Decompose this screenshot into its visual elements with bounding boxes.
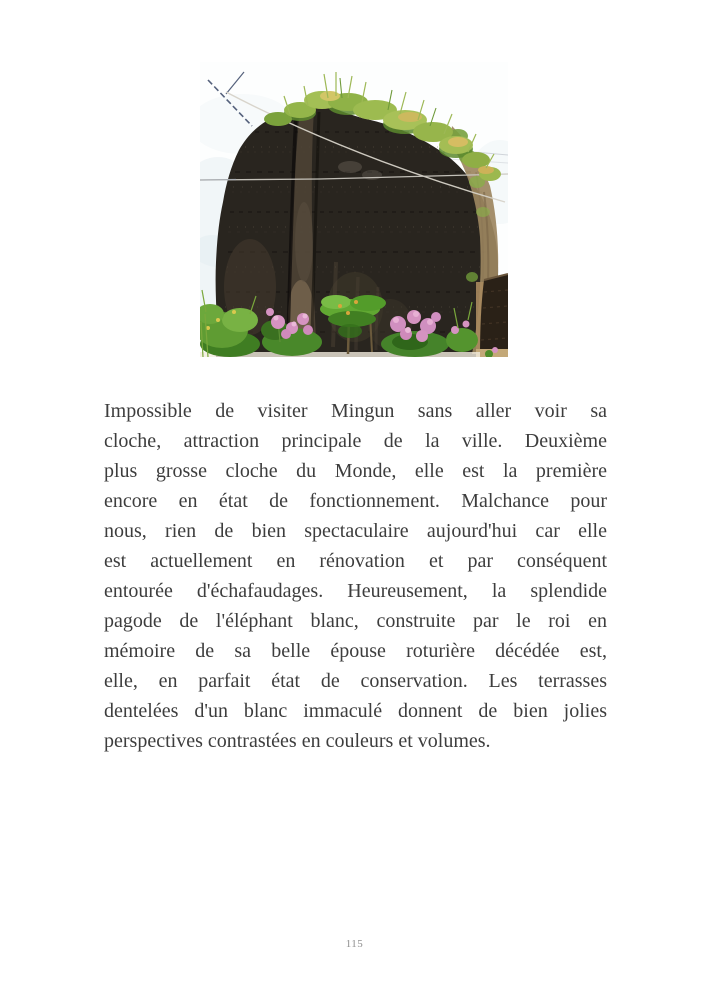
paragraph-line: est actuellement en rénovation et par conséquent [104, 550, 607, 572]
corner-rock [476, 274, 508, 357]
paragraph-line: perspectives contrastées en couleurs et volumes. [104, 730, 491, 752]
paragraph-line: pagode de l'éléphant blanc, construite par le roi en [104, 610, 607, 632]
paragraph-line: plus grosse cloche du Monde, elle est la première [104, 460, 607, 482]
page-number: 115 [345, 938, 364, 950]
mingun-ruin-photo [200, 62, 508, 357]
paragraph-line: dentelées d'un blanc immaculé donnent de bien jolies [104, 700, 607, 722]
paragraph-line: entourée d'échafaudages. Heureusement, la splendide [104, 580, 607, 602]
paragraph-line: Impossible de visiter Mingun sans aller voir sa [104, 400, 607, 422]
paragraph-line: nous, rien de bien spectaculaire aujourd'hui car elle [104, 520, 607, 542]
paragraph-line: cloche, attraction principale de la ville. Deuxième [104, 430, 607, 452]
paragraph-line: elle, en parfait état de conservation. Les terrasses [104, 670, 607, 692]
photo-illustration [200, 62, 508, 357]
paragraph-line: mémoire de sa belle épouse roturière décédée est, [104, 640, 607, 662]
paragraph-line: encore en état de fonctionnement. Malchance pour [104, 490, 607, 512]
paragraph [104, 396, 607, 756]
